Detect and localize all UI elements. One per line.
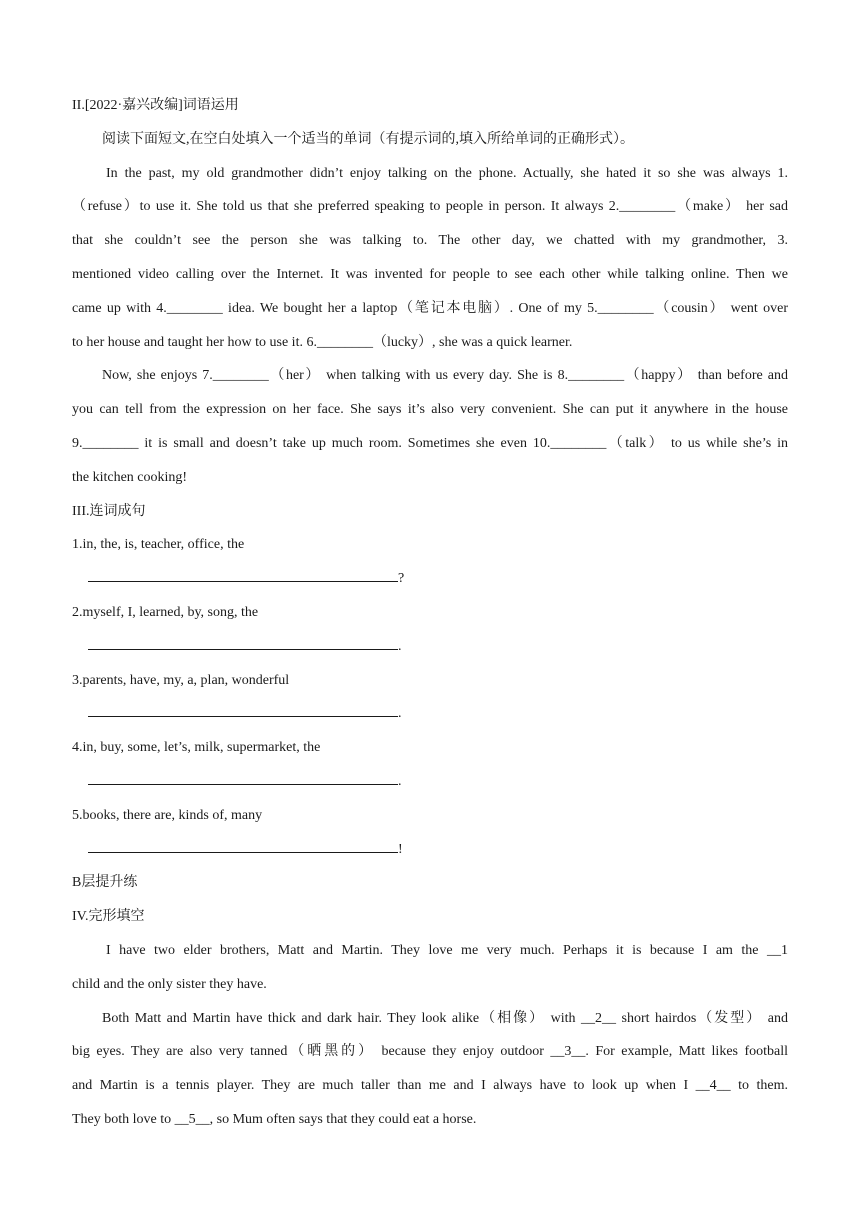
passage-line: that she couldn’t see the person she was talking to. The other day, we chatted with my grandmother, 3.: [72, 233, 788, 249]
answer-line: [72, 833, 788, 867]
answer-blank[interactable]: [88, 635, 398, 650]
question-prompt: 5.books, there are, kinds of, many: [72, 807, 263, 823]
cloze-line: and Martin is a tennis player. They are much taller than me and I always have to look up when I __4__ to them.: [72, 1078, 788, 1094]
answer-end-punct: .: [398, 773, 402, 789]
section-heading-ii: II.[2022·嘉兴改编]词语运用: [72, 98, 239, 113]
answer-line: [72, 630, 788, 664]
question-prompt: 2.myself, I, learned, by, song, the: [72, 604, 259, 620]
answer-line: [72, 562, 788, 596]
answer-end-punct: .: [398, 706, 402, 722]
passage-line: Now, she enjoys 7.________（her） when talking with us every day. She is 8.________（happy） than before and: [102, 368, 788, 384]
passage-line: to her house and taught her how to use it. 6.________（lucky）, she was a quick learner.: [72, 334, 573, 350]
section-heading-iii: III.连词成句: [72, 503, 146, 519]
cloze-line: child and the only sister they have.: [72, 976, 267, 992]
passage-line: you can tell from the expression on her face. She says it’s also very convenient. She can put it anywhere in the house: [72, 402, 788, 418]
answer-end-punct: !: [398, 841, 403, 857]
answer-blank[interactable]: [88, 770, 398, 785]
level-b-heading: B层提升练: [72, 875, 138, 891]
passage-line: the kitchen cooking!: [72, 469, 188, 485]
answer-blank[interactable]: [88, 567, 398, 582]
document-content: [72, 89, 788, 1137]
cloze-line: big eyes. They are also very tanned（晒黑的） because they enjoy outdoor __3__. For example, Matt likes football: [72, 1044, 788, 1060]
answer-end-punct: .: [398, 638, 402, 654]
question-prompt: 1.in, the, is, teacher, office, the: [72, 537, 245, 553]
passage-line: In the past, my old grandmother didn’t enjoy talking on the phone. Actually, she hated it so she was always 1.: [106, 165, 788, 181]
cloze-line: Both Matt and Martin have thick and dark hair. They look alike（相像） with __2__ short hairdos（发型） and: [102, 1010, 788, 1026]
question-prompt: 4.in, buy, some, let’s, milk, supermarket, the: [72, 740, 321, 756]
answer-blank[interactable]: [88, 702, 398, 717]
answer-end-punct: ?: [398, 571, 405, 587]
passage-line: came up with 4.________ idea. We bought her a laptop（笔记本电脑）. One of my 5.________（cousin） went over: [72, 300, 788, 316]
passage-line: （refuse）to use it. She told us that she preferred speaking to people in person. It always 2.________（make） her sad: [72, 199, 788, 215]
instruction-text: 阅读下面短文,在空白处填入一个适当的单词（有提示词的,填入所给单词的正确形式）。: [102, 131, 634, 147]
passage-line: 9.________ it is small and doesn’t take up much room. Sometimes she even 10.________（talk） to us while she’s in: [72, 435, 788, 451]
cloze-line: They both love to __5__, so Mum often says that they could eat a horse.: [72, 1111, 477, 1127]
passage-line: mentioned video calling over the Internet. It was invented for people to see each other while talking online. Then we: [72, 266, 788, 282]
cloze-line: I have two elder brothers, Matt and Martin. They love me very much. Perhaps it is because I am the __1: [106, 942, 788, 958]
answer-blank[interactable]: [88, 838, 398, 853]
answer-line: [72, 765, 788, 799]
section-heading-iv: IV.完形填空: [72, 909, 145, 925]
answer-line: [72, 697, 788, 731]
question-prompt: 3.parents, have, my, a, plan, wonderful: [72, 672, 290, 688]
